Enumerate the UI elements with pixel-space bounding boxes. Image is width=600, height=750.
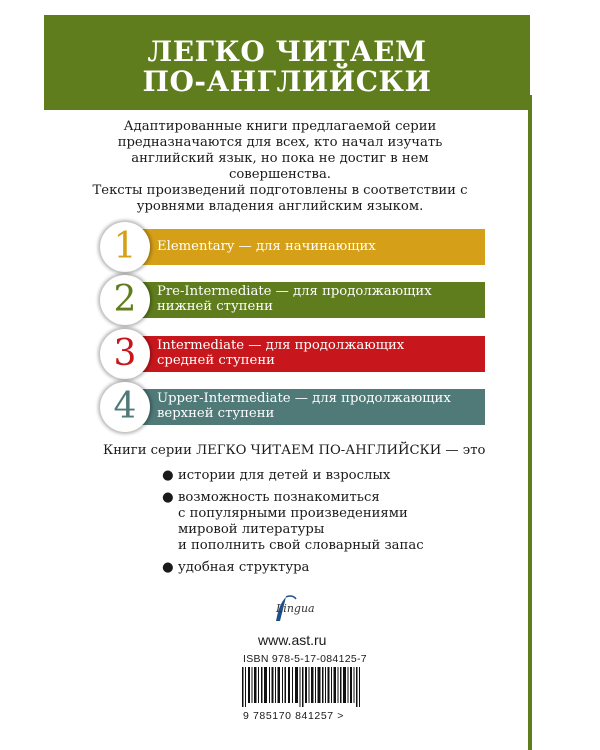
features-list <box>162 462 482 576</box>
feature-2-line2: с популярными произведениями <box>178 506 408 521</box>
feature-item-3 <box>162 560 482 576</box>
level-row-4 <box>135 389 485 425</box>
level-label-3 <box>157 338 477 368</box>
level-label-2-line2: нижней ступени <box>157 299 273 314</box>
level-number-badge-1: 1 <box>100 222 150 272</box>
level-label-1-line1: Elementary — для начинающих <box>157 239 376 254</box>
level-label-3-line2: средней ступени <box>157 353 275 368</box>
publisher-website: www.ast.ru <box>258 632 327 648</box>
level-label-1 <box>157 239 477 254</box>
level-label-4-line2: верхней ступени <box>157 406 275 421</box>
feature-item-2 <box>162 490 482 554</box>
feature-1-line1: истории для детей и взрослых <box>178 468 391 483</box>
barcode-number: 9 785170 841257 > <box>243 710 344 722</box>
intro-paragraph-1: Адаптированные книги предлагаемой серии предназначаются для всех, кто начал изучать английский язык, но пока не достиг в нем совершенства. <box>117 119 443 182</box>
publisher-logo-text: Lingua <box>276 602 315 615</box>
level-number-badge-4: 4 <box>100 382 150 432</box>
level-label-4 <box>157 391 477 421</box>
feature-item-1 <box>162 468 482 484</box>
level-row-3 <box>135 336 485 372</box>
level-number-badge-2: 2 <box>100 275 150 325</box>
intro-paragraph-2: Тексты произведений подготовлены в соответствии с уровнями владения английским языком. <box>92 183 468 214</box>
bullet-icon: ● <box>162 490 174 505</box>
barcode-icon <box>242 667 362 707</box>
bullet-icon: ● <box>162 560 174 575</box>
level-label-2-line1: Pre-Intermediate — для продолжающих <box>157 284 432 299</box>
feature-2-line4: и пополнить свой словарный запас <box>178 538 424 553</box>
series-title-line1: ЛЕГКО ЧИТАЕМ <box>147 35 427 68</box>
bullet-icon: ● <box>162 468 174 483</box>
level-label-2 <box>157 284 477 314</box>
series-title-line2: ПО-АНГЛИЙСКИ <box>142 65 432 98</box>
level-number-badge-3: 3 <box>100 329 150 379</box>
level-row-2 <box>135 282 485 318</box>
feature-2-line1: возможность познакомиться <box>178 490 380 505</box>
level-label-3-line1: Intermediate — для продолжающих <box>157 338 405 353</box>
series-title <box>44 37 530 97</box>
level-label-4-line1: Upper-Intermediate — для продолжающих <box>157 391 451 406</box>
title-banner <box>44 15 530 110</box>
feature-3-line1: удобная структура <box>178 560 310 575</box>
feature-2-line3: мировой литературы <box>178 522 325 537</box>
green-edge-line <box>528 95 532 750</box>
isbn-number: ISBN 978-5-17-084125-7 <box>243 653 367 665</box>
level-row-1 <box>135 229 485 265</box>
series-description: Книги серии ЛЕГКО ЧИТАЕМ ПО-АНГЛИЙСКИ — это <box>103 443 486 458</box>
